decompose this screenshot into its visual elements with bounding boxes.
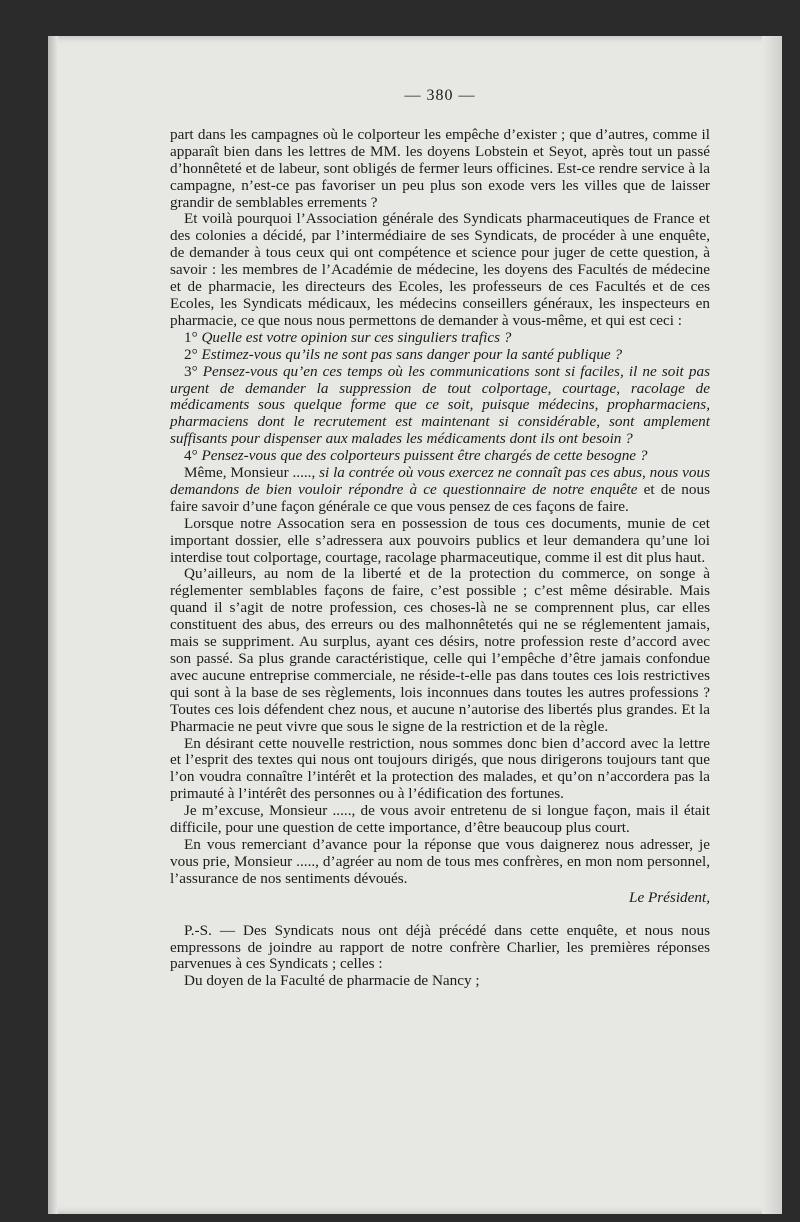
question-2-text: Estimez-vous qu’ils ne sont pas sans danger pour la santé publique ? <box>201 345 623 363</box>
paragraph-4: Lorsque notre Assocation sera en possession de tous ces documents, munie de cet important dossier, elle s’adressera aux pouvoirs publics et leur demandera qu’une loi interdise tout colportage, courtage, racolage pharmaceutique, comme il est dit plus haut. <box>170 514 710 566</box>
question-4-text: Pensez-vous que des colporteurs puissent être chargés de cette besogne ? <box>201 447 648 465</box>
paragraph-6: En désirant cette nouvelle restriction, nous sommes donc bien d’accord avec la lettre et l’esprit des textes qui nous ont toujours dirigés, que nous dirigerons toujours tant que l’on voudra connaître l’intérêt et la protection des malades, et qu’on n’accordera pas la primauté à l’intérêt des personnes ou à l’édification des fortunes. <box>170 734 710 803</box>
scanned-page <box>48 36 782 1214</box>
postscript: P.-S. — Des Syndicats nous ont déjà précédé dans cette enquête, et nous nous empressons de joindre au rapport de notre confrère Charlier, les premières réponses parvenues à ces Syndicats ; celles : <box>170 921 710 973</box>
question-1-number: 1° <box>184 328 198 346</box>
paragraph-3 <box>170 465 710 516</box>
question-2-number: 2° <box>184 345 198 363</box>
page-content <box>170 88 710 990</box>
question-4 <box>170 448 710 465</box>
question-1-text: Quelle est votre opinion sur ces singuliers trafics ? <box>201 328 512 346</box>
paragraph-3-italic: si la contrée où vous exercez ne connaît pas ces abus, nous vous demandons de bien vouloir répondre à ce questionnaire de notre enquête <box>170 464 711 498</box>
page-number: — 380 — <box>404 87 476 104</box>
question-3 <box>170 364 710 449</box>
last-line: Du doyen de la Faculté de pharmacie de Nancy ; <box>184 972 480 990</box>
paragraph-1: part dans les campagnes où le colporteur les empêche d’exister ; que d’autres, comme il apparaît bien dans les lettres de MM. les doyens Lobstein et Seyot, après tout un passé d’honnêteté et de labeur, sont obligés de fermer leurs officines. Est-ce rendre service à la campagne, n’est-ce pas favoriser un peu plus son exode vers les villes que de laisser grandir de semblables errements ? <box>170 125 710 211</box>
question-1 <box>170 330 710 347</box>
paragraph-3-start: Même, Monsieur ....., <box>184 464 320 482</box>
paragraph-2: Et voilà pourquoi l’Association générale des Syndicats pharmaceutiques de France et des colonies a décidé, par l’intermédiaire de ses Syndicats, de procéder à une enquête, de demander à tous ceux qui ont compétence et science pour juger de cette question, à savoir : les membres de l’Académie de médecine, les doyens des Facultés de médecine et de pharmacie, les directeurs des Ecoles, les professeurs de ces Facultés et de ces Ecoles, les Syndicats médicaux, les médecins conseillers généraux, les inspecteurs en pharmacie, ce que nous nous permettons de demander à vous-même, et qui est ceci : <box>170 210 710 329</box>
paragraph-7: Je m’excuse, Monsieur ....., de vous avoir entretenu de si longue façon, mais il était difficile, pour une question de cette importance, d’être beaucoup plus court. <box>170 802 710 837</box>
question-2 <box>170 347 710 364</box>
page-edge <box>762 36 782 1214</box>
question-3-text: Pensez-vous qu’en ces temps où les communications sont si faciles, il ne soit pas urgent de demander la suppression de tout colportage, courtage, racolage de médicaments sous quelque forme que ce soit, puisque médecins, propharmaciens, pharmaciens dont le recrutement est maintenant si considérable, sont amplement suffisants pour dispenser aux malades les médicaments dont ils ont besoin ? <box>170 362 710 448</box>
page-binding <box>48 36 58 1214</box>
paragraph-5: Qu’ailleurs, au nom de la liberté et de la protection du commerce, on songe à réglementer semblables façons de faire, c’est possible ; c’est même désirable. Mais quand il s’agit de notre profession, ces choses-là ne se comprennent plus, car elles constituent des abus, des erreurs ou des malhonnêtetés qui ne se réglementent jamais, mais se suppriment. Au surplus, ayant ces désirs, notre profession reste d’accord avec son passé. Sa plus grande caractéristique, celle qui l’empêche d’être jamais confondue avec aucune entreprise commerciale, ne réside-t-elle pas dans toutes ces lois restrictives qui sont à la base de ses règlements, lois inconnues dans toutes les autres professions ? Toutes ces lois défendent chez nous, et aucune n’autorise des libertés plus grandes. Et la Pharmacie ne peut vivre que sous le signe de la restriction et de la règle. <box>170 565 710 735</box>
question-4-number: 4° <box>184 447 198 465</box>
paragraph-8: En vous remerciant d’avance pour la réponse que vous daignerez nous adresser, je vous prie, Monsieur ....., d’agréer au nom de tous mes confrères, en mon nom personnel, l’assurance de nos sentiments dévoués. <box>170 835 710 887</box>
paragraph-3-end: et de nous faire savoir d’une façon générale ce que vous pensez de ces façons de faire. <box>170 480 710 515</box>
signature: Le Président, <box>629 888 710 906</box>
question-3-number: 3° <box>184 362 198 380</box>
